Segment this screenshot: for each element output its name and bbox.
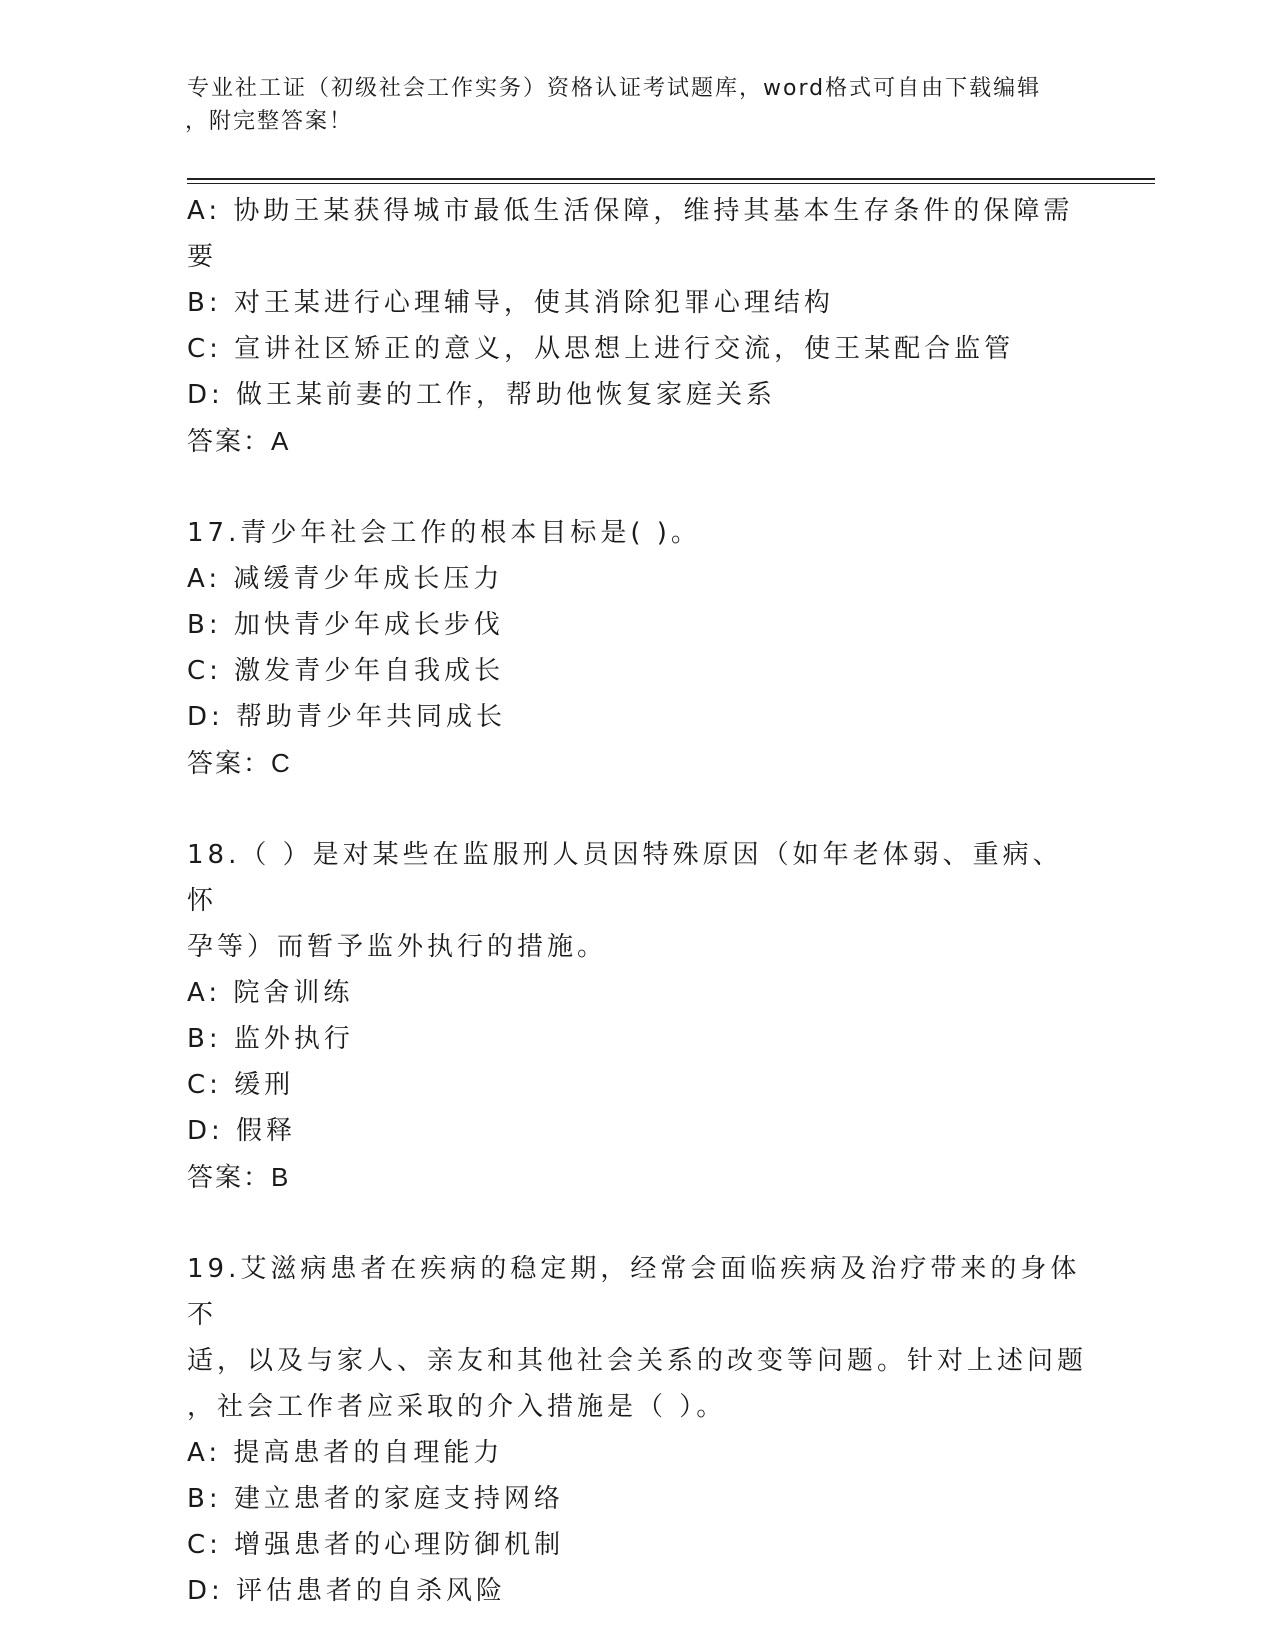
option-d: D: 帮助青少年共同成长 <box>187 702 507 732</box>
divider-thick <box>187 178 1155 180</box>
option-c: C: 缓刑 <box>187 1070 295 1100</box>
option-a: A: 减缓青少年成长压力 <box>187 564 504 594</box>
answer: 答案：B <box>187 1162 291 1192</box>
option-a: A: 院舍训练 <box>187 978 354 1008</box>
question-18 <box>187 832 1087 1200</box>
answer: 答案：A <box>187 426 291 456</box>
answer: 答案：C <box>187 748 292 778</box>
option-a: A: 提高患者的自理能力 <box>187 1438 504 1468</box>
question-19 <box>187 1246 1087 1614</box>
question-stem-line-1: 18.（ ）是对某些在监服刑人员因特殊原因（如年老体弱、重病、怀 <box>187 840 1063 916</box>
spacer <box>187 464 1087 510</box>
header-line-1: 专业社工证（初级社会工作实务）资格认证考试题库，word格式可自由下载编辑 <box>187 76 1042 101</box>
question-stem-line-3: ，社会工作者应采取的介入措施是（ ）。 <box>187 1392 727 1422</box>
question-stem-line-2: 孕等）而暂予监外执行的措施。 <box>187 932 608 962</box>
question-16 <box>187 188 1087 464</box>
option-c: C: 激发青少年自我成长 <box>187 656 505 686</box>
header-line-2: ，附完整答案！ <box>185 109 354 134</box>
option-b: B: 加快青少年成长步伐 <box>187 610 504 640</box>
document-header <box>187 72 1067 138</box>
question-stem-line-1: 19.艾滋病患者在疾病的稳定期，经常会面临疾病及治疗带来的身体不 <box>187 1254 1081 1330</box>
question-17 <box>187 510 1087 786</box>
divider-thin <box>187 183 1155 184</box>
question-stem: 17.青少年社会工作的根本目标是( )。 <box>187 518 701 548</box>
option-a: A: 协助王某获得城市最低生活保障，维持其基本生存条件的保障需要 <box>187 196 1074 272</box>
header-divider <box>187 178 1155 184</box>
option-d: D: 假释 <box>187 1116 297 1146</box>
question-list <box>187 188 1087 1614</box>
option-c: C: 增强患者的心理防御机制 <box>187 1530 565 1560</box>
question-stem-line-2: 适，以及与家人、亲友和其他社会关系的改变等问题。针对上述问题 <box>187 1346 1088 1376</box>
option-d: D: 做王某前妻的工作，帮助他恢复家庭关系 <box>187 380 777 410</box>
option-b: B: 对王某进行心理辅导，使其消除犯罪心理结构 <box>187 288 834 318</box>
spacer <box>187 1200 1087 1246</box>
option-b: B: 监外执行 <box>187 1024 354 1054</box>
option-c: C: 宣讲社区矫正的意义，从思想上进行交流，使王某配合监管 <box>187 334 1015 364</box>
spacer <box>187 786 1087 832</box>
option-d: D: 评估患者的自杀风险 <box>187 1576 507 1606</box>
option-b: B: 建立患者的家庭支持网络 <box>187 1484 564 1514</box>
